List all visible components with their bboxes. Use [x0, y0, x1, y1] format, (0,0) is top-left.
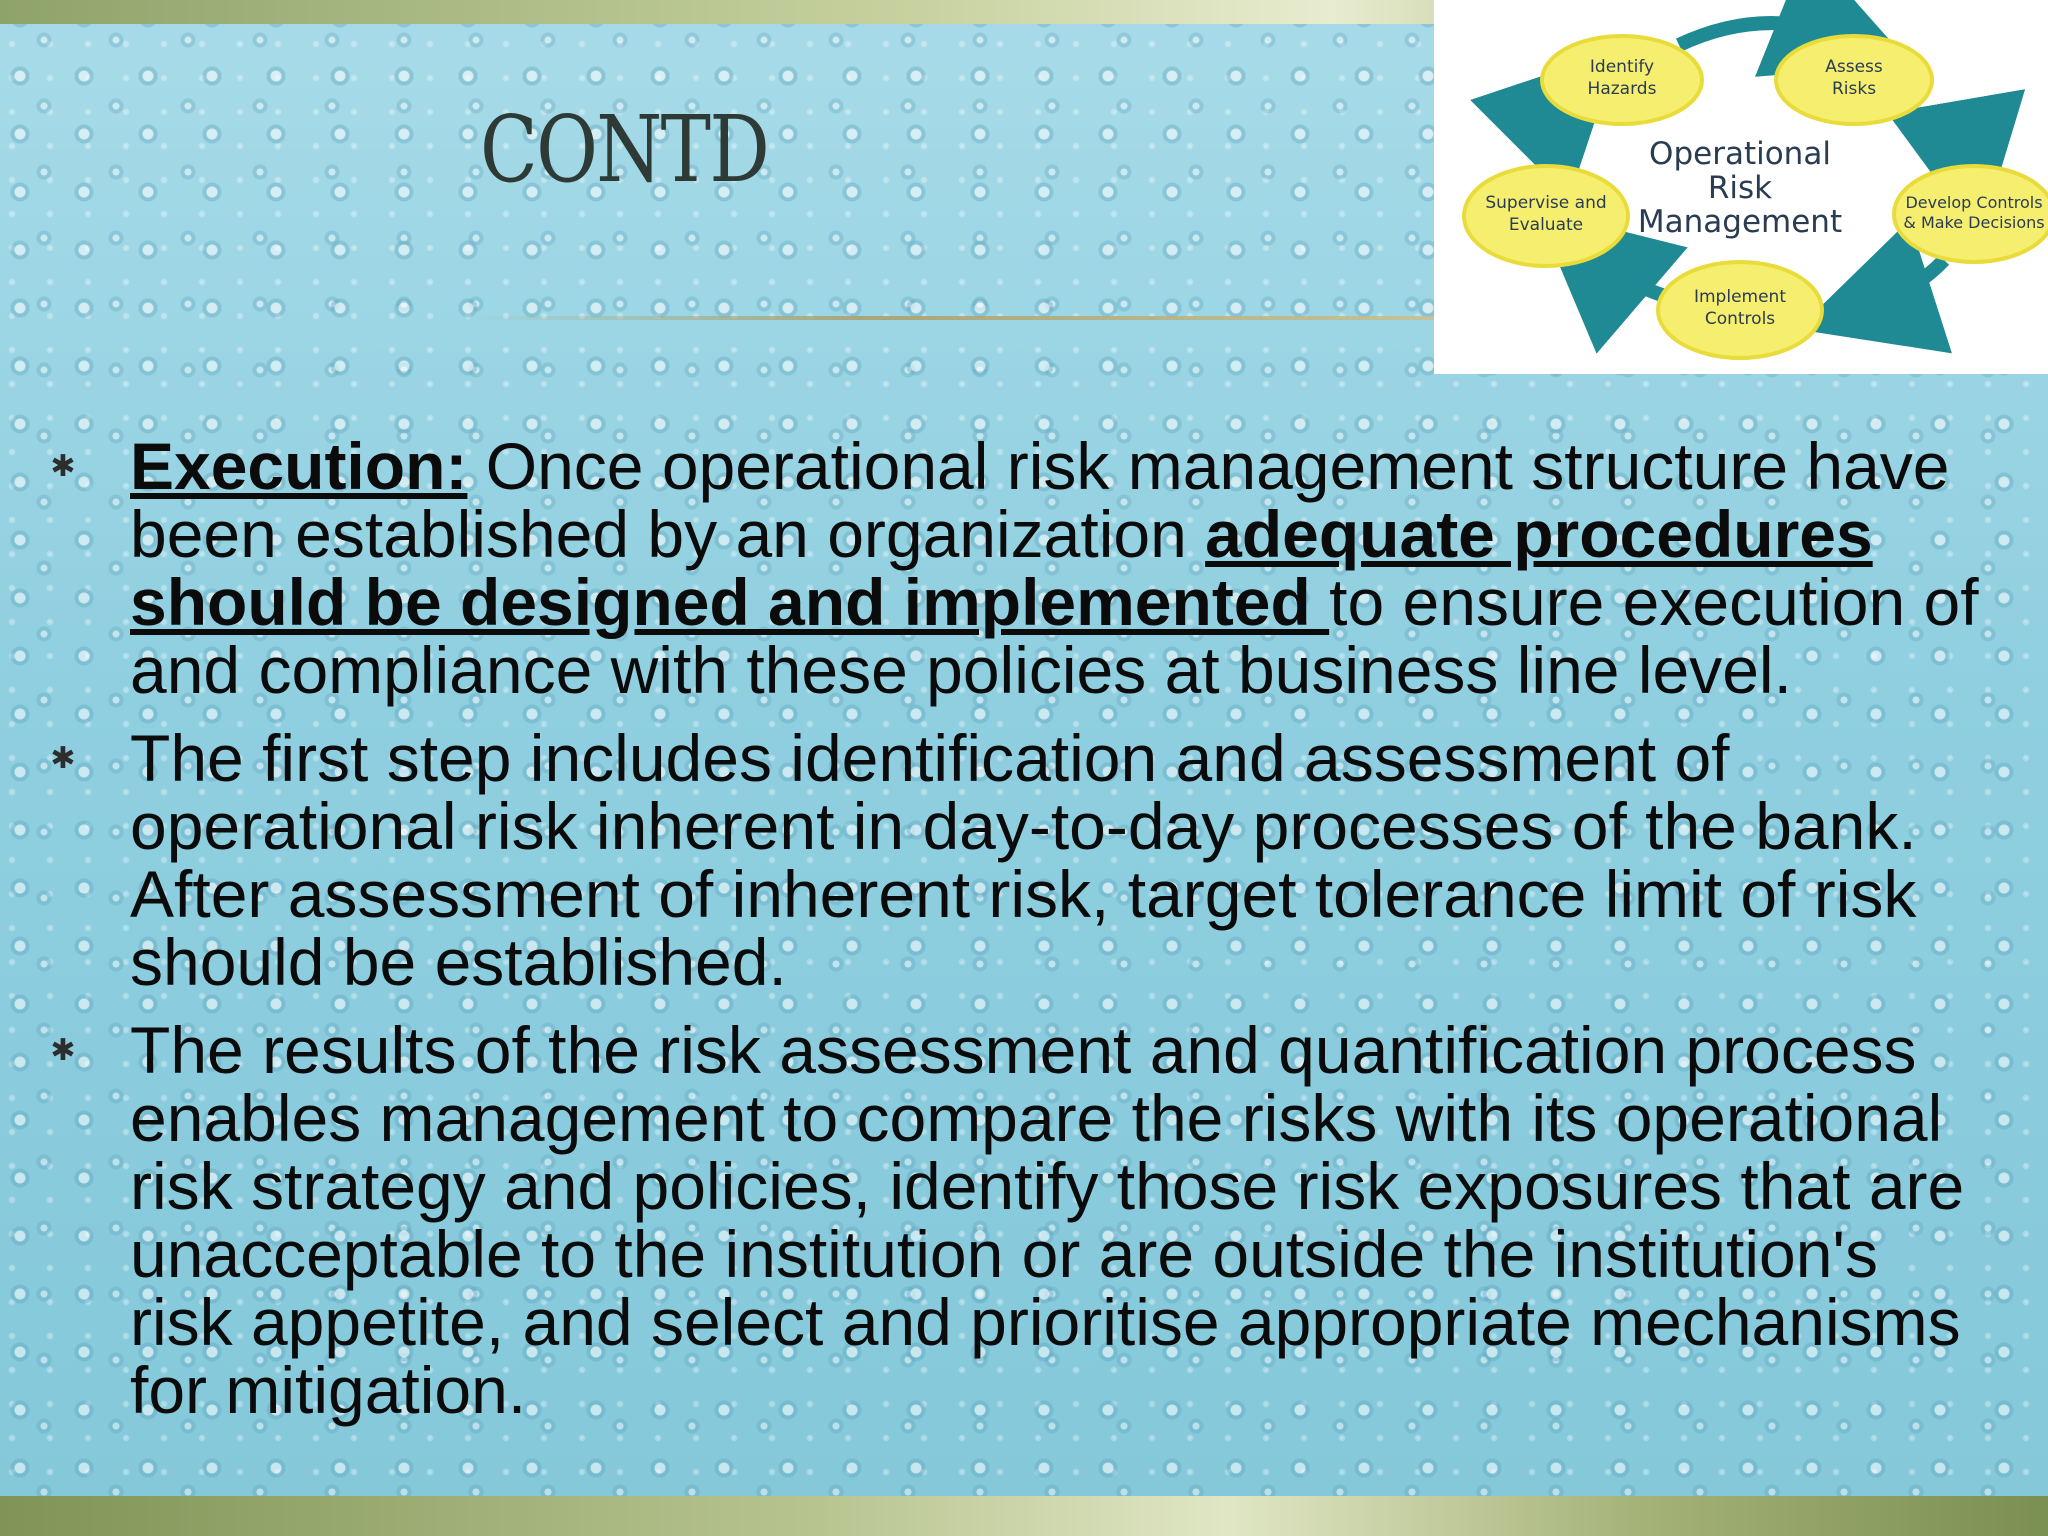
bullet-item-results: [48, 1013, 1998, 1427]
orm-cycle-diagram: [1434, 0, 2048, 374]
bottom-decorative-band: [0, 1496, 2048, 1536]
title-divider: [470, 316, 1470, 320]
arrow-develop-to-implement: [1864, 260, 1944, 308]
execution-emphasis: adequate procedures should be designed and implemented: [130, 497, 1873, 639]
center-label-line1: Operational: [1649, 136, 1831, 172]
node-identify-line1: Identify: [1589, 57, 1655, 77]
slide-title: CONTD: [480, 96, 769, 203]
node-assess-line1: Assess: [1825, 57, 1883, 77]
node-assess-line2: Risks: [1831, 79, 1877, 99]
bullet-list: [48, 429, 1998, 1444]
node-implement-line1: Implement: [1693, 287, 1787, 307]
arrow-assess-to-develop: [1942, 110, 1968, 170]
node-supervise-line1: Supervise and: [1485, 193, 1607, 213]
asterisk-bullet-icon: ✱: [50, 742, 76, 775]
node-develop-line1: Develop Controls: [1905, 193, 2043, 212]
results-text: The results of the risk assessment and quantification process enables management to compare the risks with its operational risk strategy and policies, identify those risk exposures that are unacceptable to the institution or are outside the institution's risk appetite, and select and prioritise appropriate mechanisms for mitigation.: [130, 1013, 1965, 1427]
center-label-line3: Management: [1637, 204, 1843, 240]
execution-text-part2: to ensure execution of and compliance with these policies at business line level.: [130, 565, 1979, 707]
asterisk-bullet-icon: ✱: [50, 1034, 76, 1067]
execution-heading: Execution:: [130, 429, 468, 503]
bullet-item-execution: [48, 429, 1998, 707]
first-step-text: The first step includes identification and assessment of operational risk inherent in day-to-day processes of the bank. After assessment of inherent risk, target tolerance limit of risk should be established.: [130, 721, 1917, 999]
center-label-line2: Risk: [1707, 170, 1773, 206]
asterisk-bullet-icon: ✱: [50, 450, 76, 483]
orm-cycle-svg: [1434, 0, 2048, 374]
node-develop-line2: & Make Decisions: [1903, 213, 2045, 232]
node-implement-line2: Controls: [1704, 309, 1776, 329]
bullet-item-first-step: [48, 721, 1998, 999]
execution-text-part1: Once operational risk management structure have been established by an organization: [130, 429, 1950, 571]
node-supervise-line2: Evaluate: [1508, 215, 1584, 235]
node-identify-line2: Hazards: [1587, 79, 1657, 99]
